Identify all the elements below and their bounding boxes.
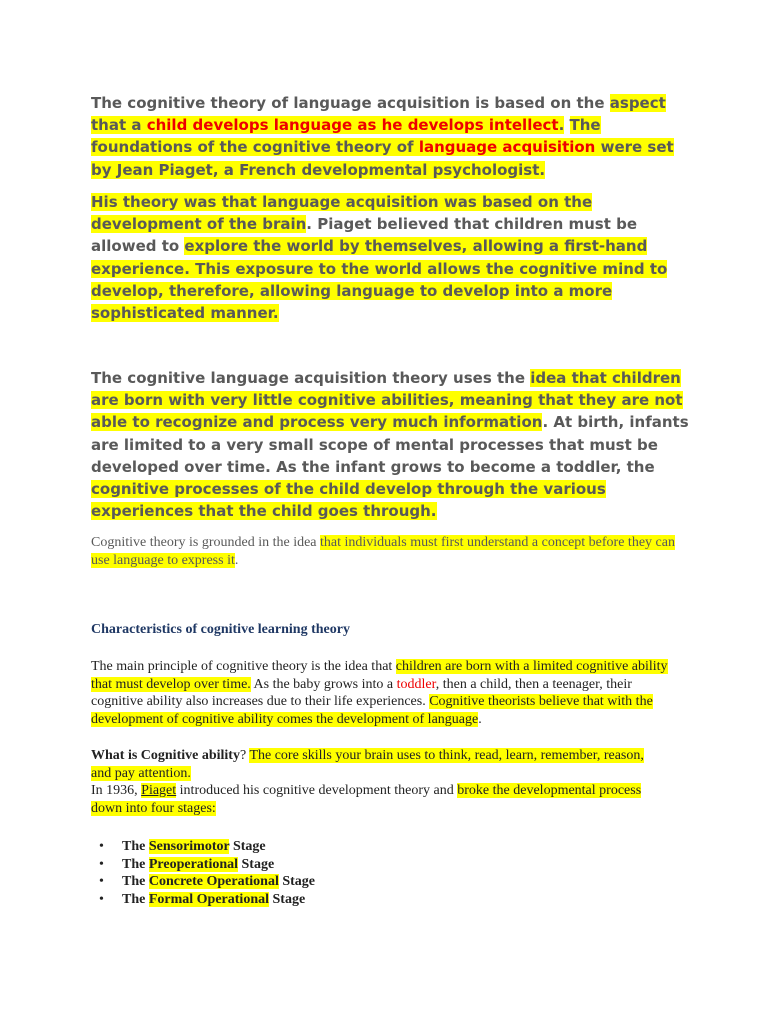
text-span: As the baby grows into a	[250, 676, 397, 692]
highlighted-red-text: language acquisition	[418, 138, 596, 157]
paragraph-grounded-idea	[91, 534, 681, 569]
text-span: , then a child, then a teenager, their cognitive ability also increases due to their life experiences.	[91, 676, 632, 709]
stage-suffix: Stage	[229, 839, 266, 854]
stage-prefix: The	[122, 874, 149, 890]
highlighted-text: idea that children are born with very little cognitive abilities, meaning that they are not able to recognize and process very much information	[91, 369, 683, 432]
stage-name: Formal Operational	[148, 892, 269, 908]
bold-question: What is Cognitive ability	[91, 748, 240, 763]
stage-prefix: The	[122, 892, 149, 908]
text-span: The cognitive theory of language acquisition is based on the	[91, 94, 610, 112]
text-span: The cognitive language acquisition theory uses the	[91, 369, 531, 387]
list-item	[91, 838, 315, 856]
stage-suffix: Stage	[278, 874, 316, 890]
stages-list	[91, 838, 315, 909]
highlighted-text: aspect that a	[91, 94, 666, 135]
highlighted-text: .	[558, 116, 565, 135]
text-span: ?	[239, 748, 250, 763]
text-span: . At birth, infants are limited to a very small scope of mental processes that must be developed over time. As the infant grows to become a toddler, the	[91, 413, 689, 476]
stage-name: Preoperational	[148, 856, 239, 872]
list-item	[91, 891, 315, 909]
section-heading: Characteristics of cognitive learning theory	[91, 622, 350, 637]
text-span: .	[234, 552, 239, 568]
highlighted-text: explore the world by themselves, allowing a first-hand experience. This exposure to the world allows the cognitive mind to develop, therefore, allowing language to develop into a more sophisticated manner.	[91, 237, 668, 323]
stage-name: Concrete Operational	[148, 874, 279, 890]
text-span: introduced his cognitive development theory and	[176, 783, 458, 798]
text-span: Cognitive theory is grounded in the idea	[91, 535, 321, 550]
paragraph-acquisition-theory	[91, 367, 691, 522]
bullet-icon: •	[99, 892, 104, 908]
highlighted-text: cognitive processes of the child develop through the various experiences that the child goes through.	[91, 480, 606, 521]
highlighted-text: were set by Jean Piaget, a French developmental psychologist.	[91, 138, 674, 179]
bullet-icon: •	[99, 839, 104, 854]
text-span: The main principle of cognitive theory is the idea that	[91, 659, 396, 674]
highlighted-text: broke the developmental process down into four stages:	[91, 783, 642, 816]
stage-prefix: The	[122, 856, 149, 872]
paragraph-main-principle	[91, 658, 676, 728]
text-span: . Piaget believed that children must be allowed to	[91, 215, 638, 256]
list-item	[91, 873, 315, 891]
text-span: In 1936,	[91, 783, 142, 798]
paragraph-piaget-theory	[91, 191, 691, 324]
highlighted-text: that individuals must first understand a concept before they can use language to express it	[91, 535, 675, 568]
text-span: .	[478, 711, 482, 727]
highlighted-text: The foundations of the cognitive theory of	[91, 116, 601, 157]
highlighted-text: His theory was that language acquisition was based on the development of the brain	[91, 193, 593, 234]
stage-suffix: Stage	[269, 892, 306, 908]
bullet-icon: •	[99, 856, 104, 872]
highlighted-text: Cognitive theorists believe that with the development of cognitive ability comes the development of language	[91, 694, 653, 727]
stage-name: Sensorimotor	[148, 839, 230, 854]
bullet-icon: •	[99, 874, 104, 890]
paragraph-intro	[91, 92, 691, 181]
list-item	[91, 856, 315, 874]
highlighted-text: children are born with a limited cognitive ability that must develop over time.	[91, 659, 668, 692]
highlighted-text: The core skills your brain uses to think, read, learn, remember, reason, and pay attention.	[91, 748, 644, 781]
paragraph-cognitive-ability	[91, 747, 656, 817]
stage-suffix: Stage	[238, 856, 275, 872]
text-span	[564, 116, 569, 134]
highlighted-red-text: child develops language as he develops intellect	[146, 116, 559, 135]
stage-prefix: The	[122, 839, 149, 854]
piaget-link[interactable]: Piaget	[141, 783, 177, 798]
red-text: toddler	[396, 676, 436, 692]
